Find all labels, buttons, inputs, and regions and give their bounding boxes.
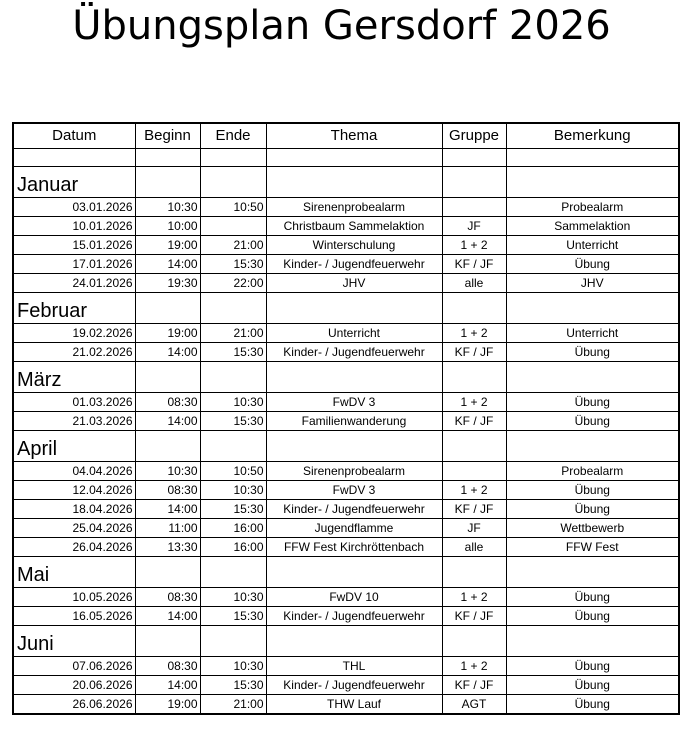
table-row	[13, 519, 679, 538]
empty-cell	[135, 293, 200, 324]
cell-thema: Jugendflamme	[266, 519, 442, 538]
cell-bemerkung: Probealarm	[506, 462, 679, 481]
empty-cell	[442, 149, 506, 167]
cell-datum: 15.01.2026	[13, 236, 135, 255]
cell-bemerkung: Übung	[506, 412, 679, 431]
cell-datum: 07.06.2026	[13, 657, 135, 676]
table-header-row	[13, 123, 679, 149]
cell-thema: FwDV 3	[266, 393, 442, 412]
empty-cell	[135, 362, 200, 393]
table-row	[13, 676, 679, 695]
cell-beginn: 11:00	[135, 519, 200, 538]
cell-thema: Sirenenprobealarm	[266, 198, 442, 217]
empty-cell	[266, 293, 442, 324]
empty-cell	[266, 431, 442, 462]
cell-gruppe: alle	[442, 274, 506, 293]
empty-cell	[506, 431, 679, 462]
cell-thema: Winterschulung	[266, 236, 442, 255]
cell-datum: 03.01.2026	[13, 198, 135, 217]
cell-gruppe: KF / JF	[442, 255, 506, 274]
empty-cell	[13, 149, 135, 167]
month-label: Januar	[13, 167, 135, 198]
cell-bemerkung: Übung	[506, 676, 679, 695]
cell-ende: 10:30	[200, 393, 266, 412]
empty-cell	[200, 293, 266, 324]
month-row	[13, 431, 679, 462]
cell-thema: THW Lauf	[266, 695, 442, 715]
schedule-table	[12, 122, 680, 715]
cell-beginn: 08:30	[135, 588, 200, 607]
cell-datum: 24.01.2026	[13, 274, 135, 293]
cell-bemerkung: Sammelaktion	[506, 217, 679, 236]
cell-beginn: 08:30	[135, 481, 200, 500]
table-row	[13, 217, 679, 236]
cell-thema: Unterricht	[266, 324, 442, 343]
cell-gruppe: KF / JF	[442, 412, 506, 431]
cell-gruppe: 1 + 2	[442, 393, 506, 412]
empty-cell	[135, 626, 200, 657]
cell-thema: FFW Fest Kirchröttenbach	[266, 538, 442, 557]
cell-datum: 16.05.2026	[13, 607, 135, 626]
empty-row	[13, 149, 679, 167]
table-row	[13, 588, 679, 607]
cell-gruppe: 1 + 2	[442, 481, 506, 500]
cell-thema: Familienwanderung	[266, 412, 442, 431]
month-row	[13, 626, 679, 657]
month-row	[13, 362, 679, 393]
empty-cell	[266, 149, 442, 167]
empty-cell	[135, 431, 200, 462]
cell-datum: 10.05.2026	[13, 588, 135, 607]
cell-thema: THL	[266, 657, 442, 676]
empty-cell	[200, 167, 266, 198]
page-title: Übungsplan Gersdorf 2026	[72, 3, 611, 49]
cell-gruppe: AGT	[442, 695, 506, 715]
table-row	[13, 274, 679, 293]
cell-datum: 04.04.2026	[13, 462, 135, 481]
empty-cell	[266, 557, 442, 588]
cell-gruppe: KF / JF	[442, 676, 506, 695]
empty-cell	[135, 167, 200, 198]
cell-datum: 17.01.2026	[13, 255, 135, 274]
cell-ende: 10:30	[200, 481, 266, 500]
empty-cell	[442, 167, 506, 198]
empty-cell	[266, 167, 442, 198]
cell-bemerkung: Übung	[506, 393, 679, 412]
cell-gruppe	[442, 462, 506, 481]
cell-datum: 25.04.2026	[13, 519, 135, 538]
empty-cell	[135, 557, 200, 588]
month-label: April	[13, 431, 135, 462]
empty-cell	[135, 149, 200, 167]
month-label: Juni	[13, 626, 135, 657]
cell-beginn: 19:30	[135, 274, 200, 293]
cell-bemerkung: Übung	[506, 657, 679, 676]
cell-thema: Kinder- / Jugendfeuerwehr	[266, 607, 442, 626]
table-row	[13, 657, 679, 676]
cell-beginn: 14:00	[135, 500, 200, 519]
column-header: Gruppe	[442, 123, 506, 149]
cell-gruppe: 1 + 2	[442, 236, 506, 255]
cell-beginn: 10:30	[135, 198, 200, 217]
cell-thema: JHV	[266, 274, 442, 293]
empty-cell	[200, 626, 266, 657]
cell-ende: 15:30	[200, 343, 266, 362]
table-row	[13, 538, 679, 557]
table-row	[13, 236, 679, 255]
cell-thema: Kinder- / Jugendfeuerwehr	[266, 500, 442, 519]
cell-thema: Kinder- / Jugendfeuerwehr	[266, 343, 442, 362]
cell-datum: 26.04.2026	[13, 538, 135, 557]
cell-ende: 15:30	[200, 607, 266, 626]
cell-ende: 10:50	[200, 198, 266, 217]
month-label: März	[13, 362, 135, 393]
month-label: Februar	[13, 293, 135, 324]
table-row	[13, 198, 679, 217]
cell-gruppe: KF / JF	[442, 607, 506, 626]
cell-beginn: 14:00	[135, 676, 200, 695]
table-row	[13, 481, 679, 500]
cell-beginn: 13:30	[135, 538, 200, 557]
cell-datum: 21.02.2026	[13, 343, 135, 362]
cell-datum: 01.03.2026	[13, 393, 135, 412]
empty-cell	[200, 149, 266, 167]
empty-cell	[200, 362, 266, 393]
cell-bemerkung: Unterricht	[506, 236, 679, 255]
cell-beginn: 14:00	[135, 343, 200, 362]
cell-ende: 21:00	[200, 695, 266, 715]
cell-ende: 15:30	[200, 255, 266, 274]
cell-datum: 12.04.2026	[13, 481, 135, 500]
table-row	[13, 607, 679, 626]
cell-bemerkung: JHV	[506, 274, 679, 293]
cell-gruppe: JF	[442, 519, 506, 538]
column-header: Ende	[200, 123, 266, 149]
cell-bemerkung: Unterricht	[506, 324, 679, 343]
empty-cell	[506, 626, 679, 657]
cell-bemerkung: Übung	[506, 607, 679, 626]
empty-cell	[442, 557, 506, 588]
cell-beginn: 10:00	[135, 217, 200, 236]
cell-datum: 18.04.2026	[13, 500, 135, 519]
cell-bemerkung: FFW Fest	[506, 538, 679, 557]
cell-thema: Sirenenprobealarm	[266, 462, 442, 481]
empty-cell	[506, 149, 679, 167]
column-header: Bemerkung	[506, 123, 679, 149]
cell-bemerkung: Übung	[506, 588, 679, 607]
cell-ende: 15:30	[200, 500, 266, 519]
cell-ende: 16:00	[200, 519, 266, 538]
empty-cell	[506, 293, 679, 324]
cell-gruppe: KF / JF	[442, 500, 506, 519]
cell-beginn: 10:30	[135, 462, 200, 481]
month-row	[13, 293, 679, 324]
cell-thema: FwDV 3	[266, 481, 442, 500]
month-label: Mai	[13, 557, 135, 588]
cell-beginn: 08:30	[135, 657, 200, 676]
cell-thema: Kinder- / Jugendfeuerwehr	[266, 255, 442, 274]
cell-thema: Kinder- / Jugendfeuerwehr	[266, 676, 442, 695]
empty-cell	[442, 431, 506, 462]
cell-ende: 21:00	[200, 324, 266, 343]
cell-gruppe	[442, 198, 506, 217]
empty-cell	[506, 362, 679, 393]
cell-beginn: 14:00	[135, 607, 200, 626]
cell-gruppe: 1 + 2	[442, 588, 506, 607]
table-row	[13, 500, 679, 519]
cell-bemerkung: Wettbewerb	[506, 519, 679, 538]
column-header: Thema	[266, 123, 442, 149]
cell-bemerkung: Probealarm	[506, 198, 679, 217]
cell-thema: FwDV 10	[266, 588, 442, 607]
cell-gruppe: KF / JF	[442, 343, 506, 362]
cell-ende: 21:00	[200, 236, 266, 255]
table-row	[13, 255, 679, 274]
cell-beginn: 19:00	[135, 236, 200, 255]
cell-bemerkung: Übung	[506, 481, 679, 500]
empty-cell	[266, 626, 442, 657]
column-header: Datum	[13, 123, 135, 149]
cell-beginn: 19:00	[135, 695, 200, 715]
cell-datum: 10.01.2026	[13, 217, 135, 236]
cell-ende: 10:50	[200, 462, 266, 481]
cell-gruppe: 1 + 2	[442, 657, 506, 676]
cell-beginn: 19:00	[135, 324, 200, 343]
cell-gruppe: alle	[442, 538, 506, 557]
cell-ende: 22:00	[200, 274, 266, 293]
empty-cell	[200, 431, 266, 462]
cell-bemerkung: Übung	[506, 343, 679, 362]
table-row	[13, 412, 679, 431]
cell-ende: 10:30	[200, 588, 266, 607]
cell-ende: 15:30	[200, 676, 266, 695]
cell-gruppe: 1 + 2	[442, 324, 506, 343]
cell-datum: 20.06.2026	[13, 676, 135, 695]
table-row	[13, 695, 679, 715]
cell-gruppe: JF	[442, 217, 506, 236]
empty-cell	[506, 167, 679, 198]
cell-bemerkung: Übung	[506, 500, 679, 519]
empty-cell	[200, 557, 266, 588]
empty-cell	[266, 362, 442, 393]
cell-beginn: 14:00	[135, 412, 200, 431]
empty-cell	[442, 626, 506, 657]
cell-beginn: 14:00	[135, 255, 200, 274]
cell-datum: 26.06.2026	[13, 695, 135, 715]
empty-cell	[442, 362, 506, 393]
table-row	[13, 324, 679, 343]
table-row	[13, 393, 679, 412]
table-row	[13, 343, 679, 362]
month-row	[13, 167, 679, 198]
cell-ende: 16:00	[200, 538, 266, 557]
cell-datum: 19.02.2026	[13, 324, 135, 343]
cell-bemerkung: Übung	[506, 255, 679, 274]
cell-bemerkung: Übung	[506, 695, 679, 715]
cell-datum: 21.03.2026	[13, 412, 135, 431]
cell-ende: 15:30	[200, 412, 266, 431]
cell-thema: Christbaum Sammelaktion	[266, 217, 442, 236]
empty-cell	[506, 557, 679, 588]
empty-cell	[442, 293, 506, 324]
column-header: Beginn	[135, 123, 200, 149]
cell-ende: 10:30	[200, 657, 266, 676]
table-row	[13, 462, 679, 481]
cell-ende	[200, 217, 266, 236]
month-row	[13, 557, 679, 588]
cell-beginn: 08:30	[135, 393, 200, 412]
